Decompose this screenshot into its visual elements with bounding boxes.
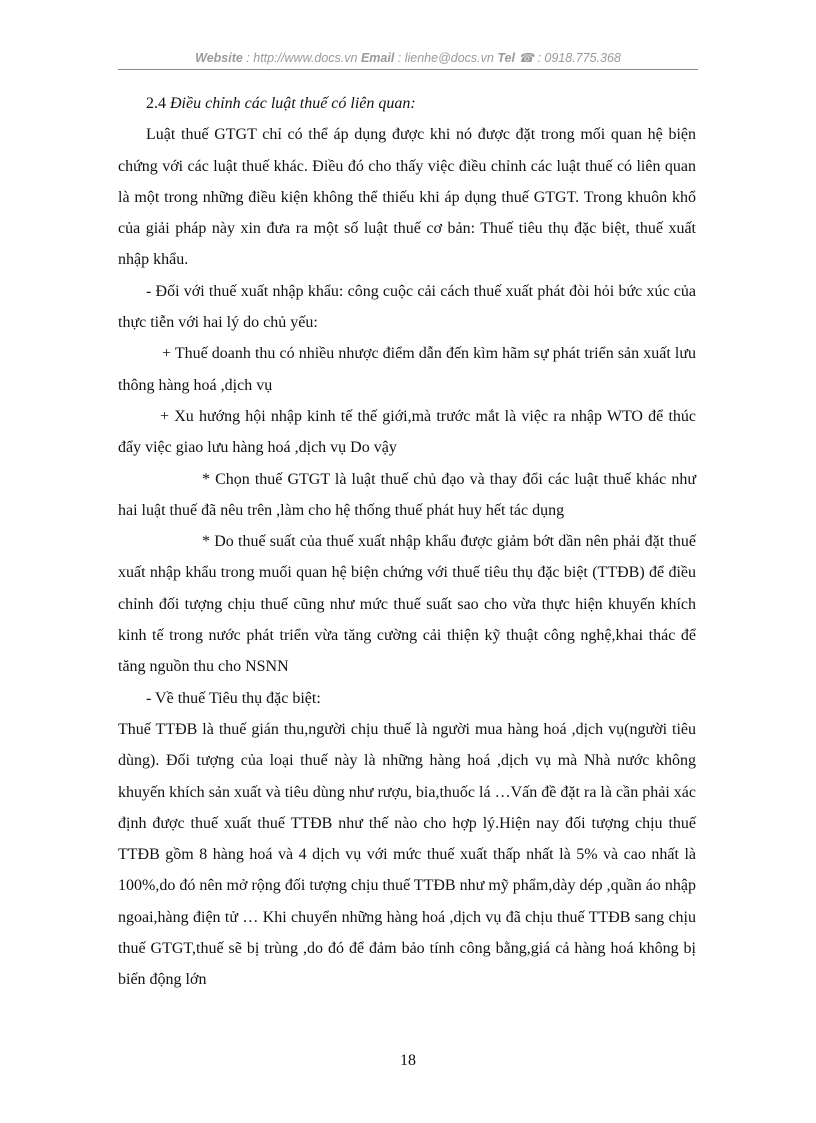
paragraph-intro: Luật thuế GTGT chỉ có thể áp dụng được khi nó được đặt trong mối quan hệ biện chứng với các luật thuế khác. Điều đó cho thấy việc điều chỉnh các luật thuế có liên quan là một trong những điều kiện không thể thiếu khi áp dụng thuế GTGT. Trong khuôn khổ của giải pháp này xin đưa ra một số luật thuế cơ bản: Thuế tiêu thụ đặc biệt, thuế xuất nhập khẩu.	[118, 126, 696, 269]
paragraph-point-1: * Chọn thuế GTGT là luật thuế chủ đạo và thay đổi các luật thuế khác như hai luật thuế đã nêu trên ,làm cho hệ thống thuế phát huy hết tác dụng	[118, 470, 696, 519]
website-value: : http://www.docs.vn	[242, 51, 361, 65]
website-label: Website	[195, 51, 243, 65]
section-title: Điều chỉnh các luật thuế có liên quan:	[170, 95, 416, 112]
section-heading	[118, 88, 696, 119]
paragraph-import-export: - Đối với thuế xuất nhập khẩu: công cuộc cải cách thuế xuất phát đòi hỏi bức xúc của thực tiễn với hai lý do chủ yếu:	[118, 282, 696, 332]
header-divider	[118, 69, 698, 70]
paragraph-reason-2: + Xu hướng hội nhập kinh tế thế giới,mà trước mắt là việc ra nhập WTO để thúc đẩy việc giao lưu hàng hoá ,dịch vụ Do vậy	[118, 407, 696, 457]
tel-label: Tel	[497, 51, 515, 65]
paragraph-reason-1: + Thuế doanh thu có nhiều nhược điểm dẫn đến kìm hãm sự phát triển sản xuất lưu thông hàng hoá ,dịch vụ	[118, 345, 696, 394]
tel-value: ☎ : 0918.775.368	[514, 51, 621, 65]
document-body	[118, 88, 696, 996]
email-label: Email	[360, 51, 395, 65]
email-value: : lienhe@docs.vn	[394, 51, 498, 65]
section-number: 2.4	[146, 95, 170, 112]
page-number: 18	[400, 1052, 416, 1069]
paragraph-point-2: * Do thuế suất của thuế xuất nhập khẩu được giảm bớt dần nên phải đặt thuế xuất nhập khẩu trong muối quan hệ biện chứng với thuế tiêu thụ đặc biệt (TTĐB) để điều chỉnh đối tượng chịu thuế cũng như mức thuế suất sao cho vừa thực hiện khuyến khích kinh tế trong nước phát triển vừa tăng cường cải thiện kỹ thuật công nghệ,khai thác để tăng nguồn thu cho NSNN	[118, 533, 696, 676]
paragraph-special-tax-body: Thuế TTĐB là thuế gián thu,người chịu thuế là người mua hàng hoá ,dịch vụ(người tiêu dùng). Đối tượng của loại thuế này là những hàng hoá ,dịch vụ mà Nhà nước không khuyến khích sản xuất và tiêu dùng như rượu, bia,thuốc lá …Vấn đề đặt ra là cần phải xác định được thuế xuất thuế TTĐB như thế nào cho hợp lý.Hiện nay đối tượng chịu thuế TTĐB gồm 8 hàng hoá và 4 dịch vụ với mức thuế xuất thấp nhất là 5% và cao nhất là 100%,do đó nên mở rộng đối tượng chịu thuế TTĐB như mỹ phẩm,dày dép ,quần áo nhập ngoai,hàng điện tử … Khi chuyển những hàng hoá ,dịch vụ đã chịu thuế TTĐB sang chịu thuế GTGT,thuế sẽ bị trùng ,do đó để đảm bảo tính công bằng,giá cả hàng hoá không bị biến động lớn	[118, 720, 696, 989]
page-header	[118, 50, 698, 65]
paragraph-special-tax: - Về thuế Tiêu thụ đặc biệt:	[146, 689, 321, 707]
